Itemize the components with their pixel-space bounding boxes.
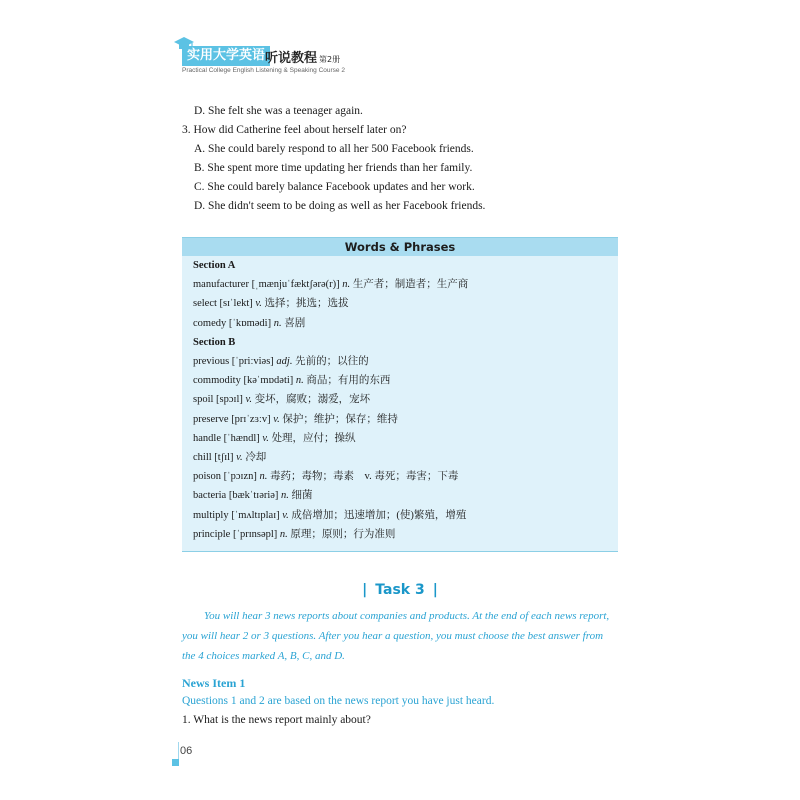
- book-title: 听说教程 第2册: [265, 51, 341, 66]
- vocab-entry: [193, 317, 305, 331]
- vocab-word: handle: [193, 432, 221, 444]
- news-item-intro: Questions 1 and 2 are based on the news report you have just heard.: [182, 695, 495, 707]
- vocab-meaning: 喜剧: [284, 317, 306, 329]
- vocab-pos: v.: [273, 413, 280, 425]
- task-instruction-line: the 4 choices marked A, B, C, and D.: [182, 650, 345, 662]
- vocab-word: manufacturer: [193, 279, 249, 291]
- vocab-meaning: 生产者；制造者；生产商: [352, 279, 469, 291]
- vocab-meaning: 毒药；毒物；毒素 v. 毒死；毒害；下毒: [270, 471, 459, 483]
- answer-option: A. She could barely respond to all her 500 Facebook friends.: [194, 143, 474, 155]
- vocab-word: select: [193, 298, 217, 310]
- vocab-ipa: [ˈhændl]: [223, 432, 260, 444]
- vocab-ipa: [tʃɪl]: [214, 452, 234, 463]
- book-header: [173, 34, 473, 74]
- task-label: Task 3: [375, 582, 425, 598]
- brand-title: 实用大学英语: [182, 46, 270, 66]
- section-heading: [193, 336, 235, 350]
- vocab-word: chill: [193, 452, 212, 463]
- vocab-word: preserve: [193, 413, 229, 425]
- vocab-meaning: 原理；原则；行为准则: [290, 528, 396, 540]
- vocab-word: previous: [193, 356, 230, 367]
- vocab-entry: [193, 297, 349, 311]
- page-marker: [172, 759, 179, 766]
- vocab-entry: [193, 413, 398, 427]
- vocab-pos: n.: [342, 279, 351, 291]
- vocab-ipa: [ˈpriːviəs]: [231, 356, 274, 367]
- page-number: 06: [180, 745, 193, 757]
- words-phrases-box: [182, 237, 618, 552]
- vocab-ipa: [kəˈmɒdəti]: [243, 375, 294, 387]
- vocab-word: commodity: [193, 375, 241, 387]
- vocab-entry: [193, 470, 458, 484]
- section-label: Section A: [193, 260, 236, 271]
- vocab-meaning: 细菌: [291, 490, 313, 502]
- answer-option: C. She could barely balance Facebook updates and her work.: [194, 181, 475, 193]
- vocab-pos: n.: [281, 490, 289, 502]
- vocab-word: bacteria: [193, 490, 227, 502]
- vocab-ipa: [ˈmʌltɪplaɪ]: [231, 509, 280, 521]
- vocab-pos: n.: [279, 528, 288, 540]
- answer-option: D. She didn't seem to be doing as well as her Facebook friends.: [194, 200, 486, 212]
- vocab-meaning: 保护；维护；保存；维持: [282, 413, 398, 425]
- vocab-pos: n.: [259, 471, 268, 483]
- section-label: Section B: [193, 336, 236, 348]
- vocab-entry: [193, 355, 369, 369]
- vocab-pos: n.: [295, 375, 304, 387]
- volume-label: 第2册: [319, 55, 341, 64]
- answer-option: B. She spent more time updating her friends than her family.: [194, 162, 473, 174]
- vocab-entry: [193, 374, 390, 388]
- vocab-meaning: 成倍增加；迅速增加；(使)繁殖，增殖: [291, 509, 467, 521]
- vocab-ipa: [ˈprɪnsəpl]: [232, 528, 278, 540]
- vocab-ipa: [sɪˈlekt]: [219, 298, 253, 310]
- vocab-entry: [193, 528, 395, 542]
- book-subtitle: Practical College English Listening & Speaking Course 2: [182, 67, 345, 74]
- vocab-pos: n.: [273, 317, 282, 329]
- question: 3. How did Catherine feel about herself later on?: [182, 124, 407, 136]
- vocab-entry: [193, 278, 468, 292]
- vocab-pos: v.: [282, 509, 289, 521]
- vocab-entry: [193, 451, 266, 465]
- vocab-ipa: [ˈkɒmədi]: [228, 317, 272, 329]
- vocab-meaning: 变坏，腐败；溺爱，宠坏: [254, 394, 371, 406]
- task-instruction-line: you will hear 2 or 3 questions. After you hear a question, you must choose the best answer from: [182, 630, 604, 642]
- vocab-ipa: [ˌmænjuˈfæktʃərə(r)]: [251, 279, 340, 291]
- section-heading: [193, 259, 235, 273]
- vocab-word: multiply: [193, 509, 229, 521]
- vocab-meaning: 选择；挑选；选拔: [264, 298, 349, 310]
- vocab-ipa: [spɔɪl]: [216, 394, 243, 406]
- vocab-word: spoil: [193, 394, 214, 406]
- vocab-ipa: [ˈpɔɪzn]: [223, 471, 257, 483]
- vocab-entry: [193, 432, 356, 446]
- vocab-entry: [193, 393, 370, 407]
- vocab-pos: v.: [245, 394, 253, 406]
- words-phrases-title: Words & Phrases: [182, 238, 618, 256]
- vocab-meaning: 处理，应付；操纵: [271, 432, 356, 444]
- vocab-meaning: 冷却: [245, 452, 267, 463]
- vocab-pos: v.: [255, 298, 262, 310]
- vocab-word: comedy: [193, 317, 227, 329]
- task-instruction-line: You will hear 3 news reports about companies and products. At the end of each news report,: [204, 610, 610, 622]
- vocab-ipa: [bækˈtɪəriə]: [228, 490, 279, 502]
- vocab-word: principle: [193, 528, 231, 540]
- vocab-entry: [193, 489, 313, 503]
- vocab-word: poison: [193, 471, 222, 483]
- task-heading: | Task 3 |: [362, 582, 438, 598]
- vocab-meaning: 先前的；以往的: [295, 356, 369, 367]
- answer-option: D. She felt she was a teenager again.: [194, 105, 363, 117]
- vocab-meaning: 商品；有用的东西: [306, 375, 391, 387]
- vocab-entry: [193, 509, 466, 523]
- vocab-pos: v.: [236, 452, 243, 463]
- news-item-title: News Item 1: [182, 676, 246, 690]
- vocab-pos: adj.: [276, 356, 293, 367]
- question: 1. What is the news report mainly about?: [182, 714, 371, 726]
- vocab-pos: v.: [262, 432, 269, 444]
- vocab-ipa: [prɪˈzɜːv]: [231, 413, 271, 425]
